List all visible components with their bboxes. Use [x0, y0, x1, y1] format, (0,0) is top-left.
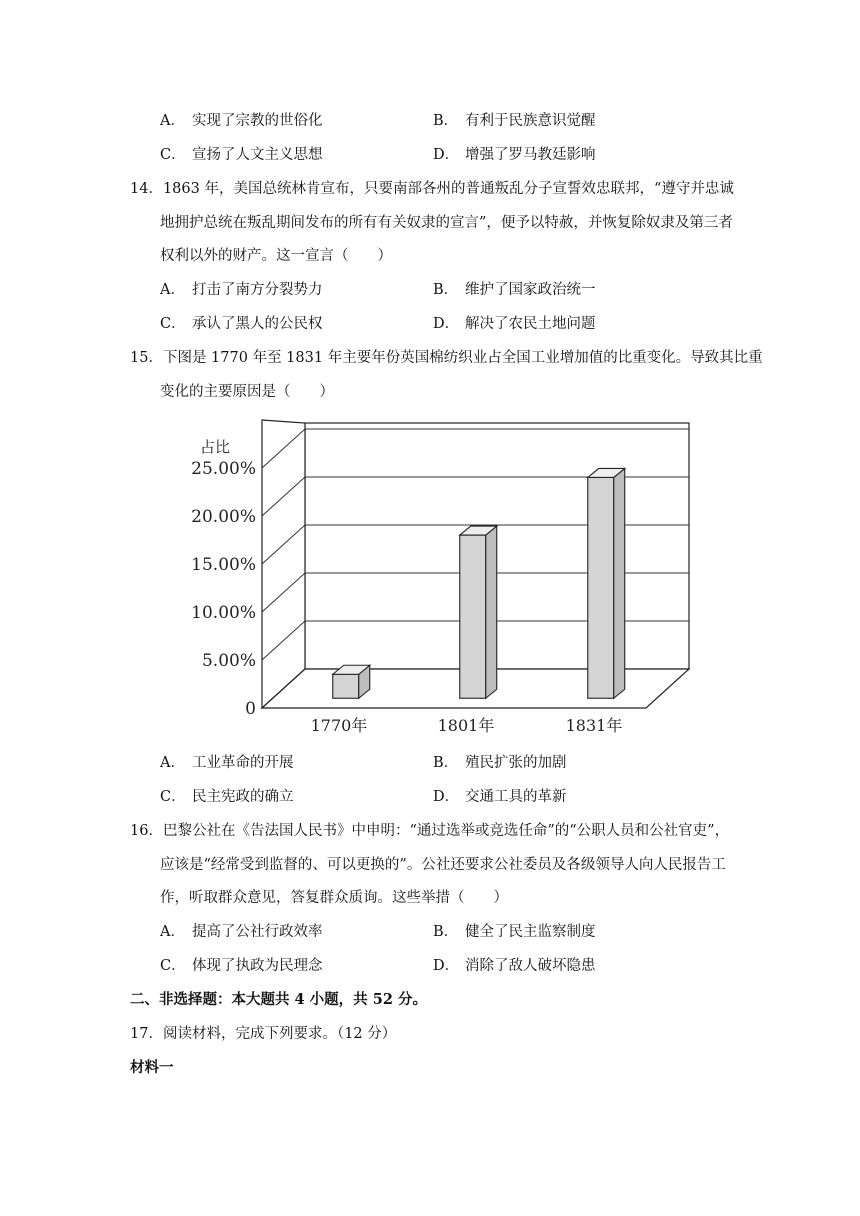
- q16-option-c: C． 体现了执政为民理念: [160, 958, 323, 974]
- chart-bar-front: [460, 535, 486, 698]
- chart-y-tick-label: 0: [245, 699, 256, 719]
- chart-x-ticks: [311, 716, 623, 735]
- chart-x-tick-label: 1770年: [310, 716, 368, 735]
- chart-y-tick-label: 5.00%: [201, 651, 256, 671]
- chart-bar-front: [588, 477, 614, 698]
- q14-line-2: 地拥护总统在叛乱期间发布的所有有关奴隶的宣言”，便予以特赦，并恢复除奴隶及第三者: [160, 215, 733, 231]
- q15-option-c: C． 民主宪政的确立: [160, 789, 294, 805]
- section-heading: 二、非选择题：本大题共 4 小题，共 52 分。: [130, 991, 427, 1008]
- q14-option-a: A． 打击了南方分裂势力: [160, 282, 323, 298]
- q14-option-d: D． 解决了农民土地问题: [433, 316, 596, 332]
- chart-y-label: 占比: [200, 438, 231, 456]
- chart-bar-side: [614, 468, 625, 698]
- q15-option-b: B． 殖民扩张的加剧: [433, 755, 567, 771]
- q16-line-1: 16．巴黎公社在《告法国人民书》中申明：“通过选举或竞选任命”的“公职人员和公社官吏”，: [130, 823, 730, 839]
- bar-chart: [191, 418, 700, 738]
- chart-bar: [588, 468, 625, 698]
- material-label: 材料一: [130, 1059, 174, 1076]
- chart-left-wall: [262, 420, 305, 708]
- q17-line: 17．阅读材料，完成下列要求。（12 分）: [130, 1026, 397, 1042]
- q16-line-2: 应该是“经常受到监督的、可以更换的”。公社还要求公社委员及各级领导人向人民报告工: [160, 857, 726, 873]
- q14-line-3: 权利以外的财产。这一宣言（ ）: [160, 248, 392, 264]
- q13-option-a: A． 实现了宗教的世俗化: [160, 113, 323, 129]
- q15-option-a: A． 工业革命的开展: [160, 755, 294, 771]
- chart-bar: [460, 526, 497, 698]
- chart-y-ticks: [191, 459, 256, 719]
- q14-option-c: C． 承认了黑人的公民权: [160, 316, 323, 332]
- q16-option-b: B． 健全了民主监察制度: [433, 924, 596, 940]
- q15-option-d: D． 交通工具的革新: [433, 789, 567, 805]
- q13-option-b: B． 有利于民族意识觉醒: [433, 113, 596, 129]
- chart-y-tick-label: 15.00%: [191, 555, 256, 575]
- chart-y-tick-label: 25.00%: [191, 459, 256, 479]
- chart-bar: [333, 665, 370, 698]
- q14-line-1: 14．1863 年，美国总统林肯宣布，只要南部各州的普通叛乱分子宣誓效忠联邦，“遵守并忠诚: [130, 181, 734, 197]
- q13-option-d: D． 增强了罗马教廷影响: [433, 147, 596, 163]
- chart-bar-side: [486, 526, 497, 698]
- q15-line-2: 变化的主要原因是（ ）: [160, 384, 334, 400]
- q16-line-3: 作，听取群众意见，答复群众质询。这些举措（ ）: [160, 890, 508, 906]
- q16-option-d: D． 消除了敌人破坏隐患: [433, 958, 596, 974]
- q15-line-1: 15．下图是 1770 年至 1831 年主要年份英国棉纺织业占全国工业增加值的比重变化。导致其比重: [130, 350, 763, 366]
- chart-y-tick-label: 20.00%: [191, 507, 256, 527]
- chart-x-tick-label: 1801年: [437, 716, 495, 735]
- chart-x-tick-label: 1831年: [565, 716, 623, 735]
- chart-bar-front: [333, 674, 359, 698]
- q16-option-a: A． 提高了公社行政效率: [160, 924, 323, 940]
- chart-y-tick-label: 10.00%: [191, 603, 256, 623]
- q14-option-b: B． 维护了国家政治统一: [433, 282, 596, 298]
- q13-option-c: C． 宣扬了人文主义思想: [160, 147, 323, 163]
